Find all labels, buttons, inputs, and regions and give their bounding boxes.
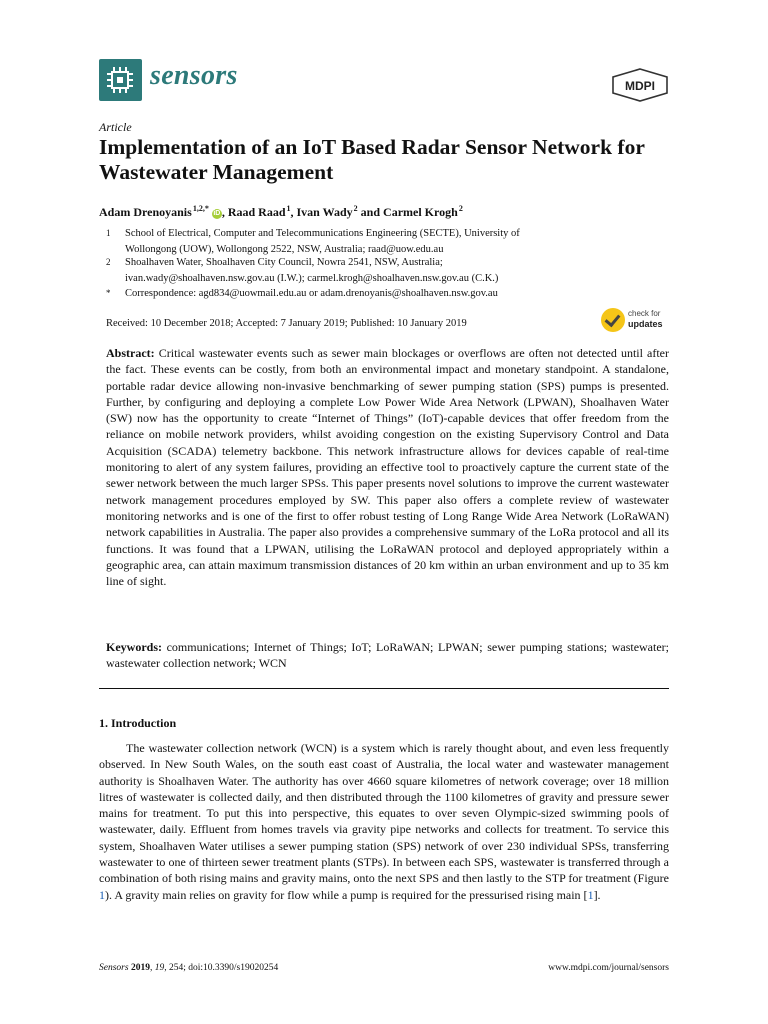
- abstract-label: Abstract:: [106, 346, 155, 360]
- footer-year: 2019: [130, 963, 150, 973]
- author-name[interactable]: Ivan Wady: [296, 205, 353, 219]
- affiliation-line: Correspondence: agd834@uowmail.edu.au or adam.drenoyanis@shoalhaven.nsw.gov.au: [125, 288, 498, 299]
- keywords-label: Keywords:: [106, 640, 162, 654]
- footer-doi: , 254; doi:10.3390/s19020254: [164, 963, 279, 973]
- author-superscript: 2: [458, 204, 463, 213]
- check-updates-line1: check for: [628, 309, 661, 318]
- keywords-text: communications; Internet of Things; IoT; LoRaWAN; LPWAN; sewer pumping stations; wastewater; wastewater collection network; WCN: [106, 640, 670, 671]
- publisher-name: MDPI: [625, 79, 655, 93]
- keywords: [106, 639, 669, 672]
- affiliation-line: ivan.wady@shoalhaven.nsw.gov.au (I.W.); carmel.krogh@shoalhaven.nsw.gov.au (C.K.): [125, 272, 499, 284]
- author-superscript: 2: [353, 204, 358, 213]
- affiliation-mark: 1: [106, 228, 111, 238]
- affiliation-line: Shoalhaven Water, Shoalhaven City Council, Nowra 2541, NSW, Australia;: [125, 257, 443, 268]
- introduction-paragraph: The wastewater collection network (WCN) is a system which is rarely thought about, and even less frequently observed. In New South Wales, on the south east coast of Australia, the local water and wastewater management authority is Shoalhaven Water. The authority has over 4660 square kilometres of network coverage; over 18 million litres of wastewater is collected daily, and then distributed through the 1100 kilometres of gravity and pressure sewer mains for treatment. To put this into perspective, this equates to over seven Olympic-sized swimming pools of wastewater, daily. Effluent from homes travels via gravity pipe networks and collects for treatment. To service this system, Shoalhaven Water utilises a sewer pumping station (SPS) network of over 230 individual SPSs, transferring wastewater to one of thirteen sewer treatment plants (STPs). In between each SPS, wastewater is transferred through a combination of both rising mains and gravity mains, onto the next SPS and then lastly to the STP for treatment (Figure 1). A gravity main relies on gravity for flow while a pump is required for the pressurised rising main [1].: [99, 741, 669, 902]
- author-name[interactable]: Adam Drenoyanis: [99, 205, 192, 219]
- figure-link[interactable]: 1: [99, 887, 105, 902]
- check-updates-icon: [601, 308, 625, 332]
- author-name[interactable]: Carmel Krogh: [383, 205, 458, 219]
- correspondence: [106, 286, 498, 302]
- article-type: Article: [99, 120, 132, 134]
- author-superscript: 1: [286, 204, 291, 213]
- section-divider: [99, 688, 669, 689]
- affiliation-2: [106, 255, 499, 286]
- check-updates-line2: updates: [628, 319, 663, 329]
- orcid-icon[interactable]: iD: [213, 210, 221, 217]
- footer-url[interactable]: www.mdpi.com/journal/sensors: [548, 963, 669, 973]
- section-heading: 1. Introduction: [99, 716, 177, 730]
- abstract: [106, 345, 669, 589]
- journal-logo-icon: [99, 59, 142, 101]
- footer-citation: Sensors 2019, 19, 254; doi:10.3390/s19020254: [99, 963, 279, 973]
- author-superscript: 1,2,*: [192, 204, 209, 213]
- affiliation-line: School of Electrical, Computer and Telecommunications Engineering (SECTE), University of: [125, 228, 520, 239]
- journal-name: sensors: [150, 60, 238, 91]
- affiliation-mark: 2: [106, 257, 111, 267]
- abstract-text: Critical wastewater events such as sewer main blockages or overflows are often not detected until after the fact. These events can be costly, from both an environmental impact and monetary standpoint. A standalone, portable radar device allowing non-invasive benchmarking of sewer pumping station (SPS) pumps is presented. Further, by configuring and deploying a complete Low Power Wide Area Network (LPWAN), Shoalhaven Water (SW) now has the opportunity to create “Internet of Things” (IoT)-capable devices that offer freedom from the reliance on mobile network providers, whilst avoiding congestion on the existing Supervisory Control and Data Acquisition (SCADA) telemetry backbone. This network infrastructure allows for devices capable of real-time monitoring to alert of any system failures, providing an effective tool to proactively capture the current state of the sewer network between the much larger SPSs. This paper presents novel solutions to improve the current wastewater network management procedures employed by SW. This paper also offers a complete review of wastewater monitoring networks and is one of the first to offer robust testing of Long Range Wide Area Network (LoRaWAN) network capabilities in Australia. The paper also provides a comprehensive summary of the LoRa protocol and all its functions. It was found that a LPWAN, utilising the LoRaWAN protocol and deployed appropriately within a geographic area, can attain maximum transmission distances of 20 km within an urban environment and up to 35 km line of sight.: [106, 346, 669, 589]
- affiliation-1: [106, 226, 520, 257]
- footer-volume: 19: [154, 963, 165, 973]
- citation-link[interactable]: 1: [587, 887, 594, 902]
- publication-dates: Received: 10 December 2018; Accepted: 7 January 2019; Published: 10 January 2019: [106, 318, 467, 329]
- affiliation-line: Wollongong (UOW), Wollongong 2522, NSW, Australia; raad@uow.edu.au: [125, 243, 444, 255]
- author-list: Adam Drenoyanis $^{1,2,*}$ iD , Raad Raad $^1$, Ivan Wady $^2$ and Carmel Krogh $^2$: [99, 204, 463, 219]
- affiliation-mark: *: [106, 288, 111, 298]
- author-name[interactable]: Raad Raad: [227, 205, 286, 219]
- check-for-updates-button[interactable]: [601, 307, 673, 333]
- article-title: Implementation of an IoT Based Radar Sensor Network for Wastewater Management: [99, 135, 645, 184]
- footer-journal: Sensors: [99, 963, 129, 973]
- mdpi-logo-icon: [611, 68, 669, 102]
